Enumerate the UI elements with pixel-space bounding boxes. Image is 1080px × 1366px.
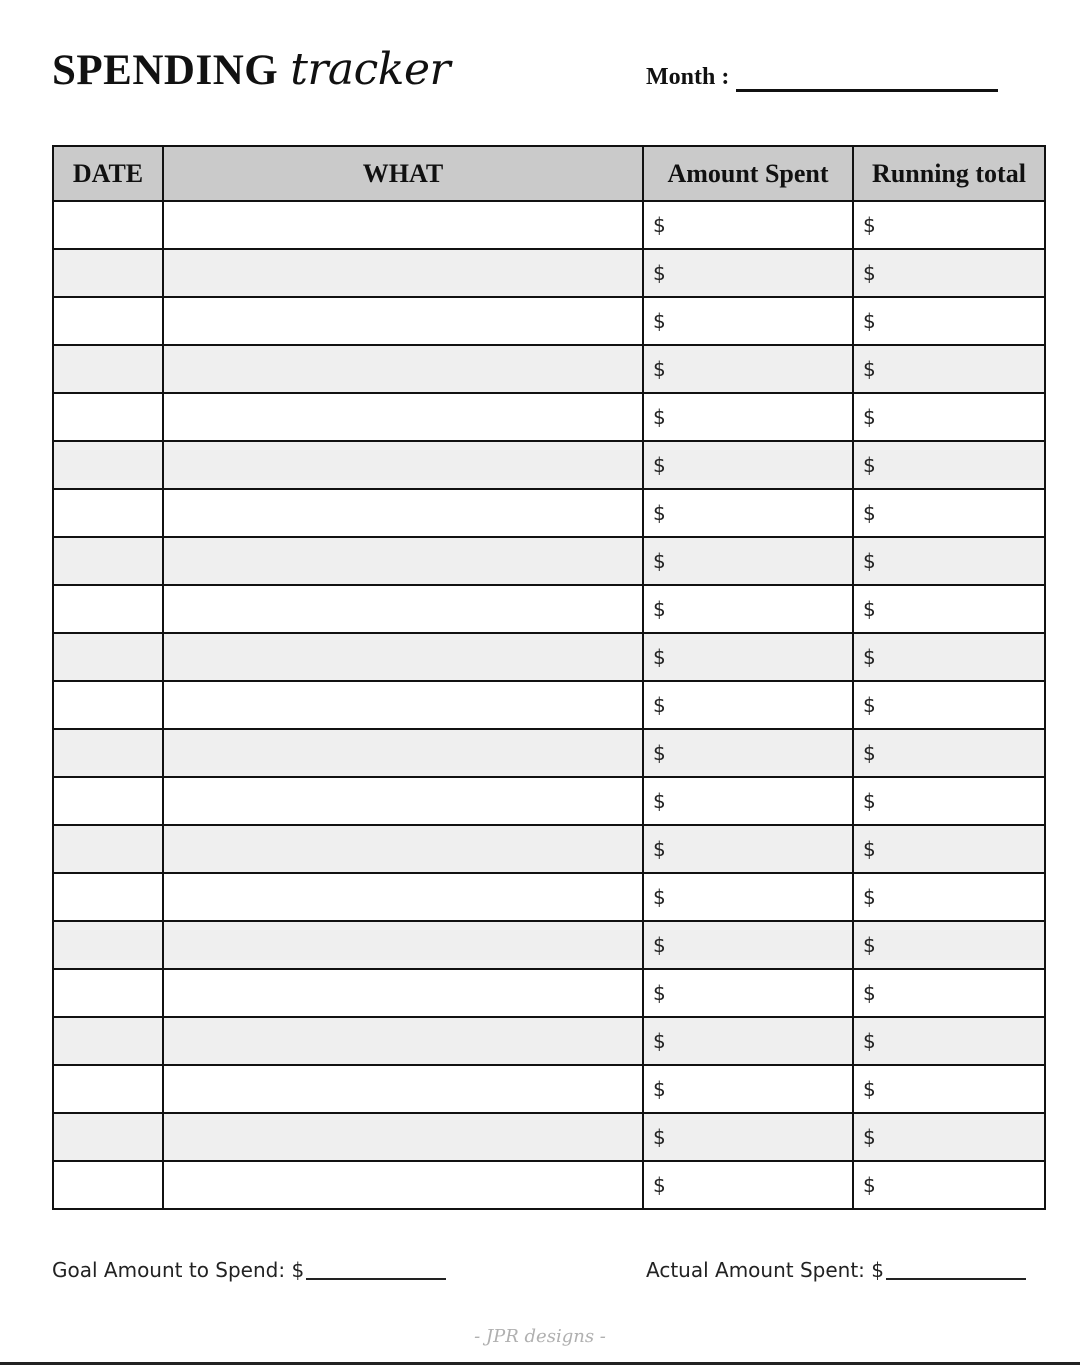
actual-amount-blank[interactable] (886, 1278, 1026, 1280)
amount-spent-cell[interactable] (643, 1113, 853, 1161)
date-cell[interactable] (53, 1161, 163, 1209)
currency-symbol: $ (863, 597, 876, 621)
currency-symbol: $ (863, 309, 876, 333)
page-edge-divider (0, 1362, 1080, 1365)
currency-symbol: $ (653, 1029, 666, 1053)
currency-symbol: $ (653, 501, 666, 525)
running-total-cell[interactable] (853, 729, 1045, 777)
currency-symbol: $ (653, 693, 666, 717)
date-cell[interactable] (53, 1017, 163, 1065)
currency-symbol: $ (653, 885, 666, 909)
what-cell[interactable] (163, 825, 643, 873)
what-cell[interactable] (163, 1161, 643, 1209)
table-row (53, 1113, 1045, 1161)
currency-symbol: $ (653, 933, 666, 957)
what-cell[interactable] (163, 249, 643, 297)
currency-symbol: $ (863, 1125, 876, 1149)
table-row (53, 1017, 1045, 1065)
currency-symbol: $ (863, 261, 876, 285)
what-cell[interactable] (163, 297, 643, 345)
currency-symbol: $ (863, 645, 876, 669)
amount-spent-cell[interactable] (643, 1161, 853, 1209)
date-cell[interactable] (53, 777, 163, 825)
running-total-cell[interactable] (853, 969, 1045, 1017)
date-cell[interactable] (53, 633, 163, 681)
running-total-cell[interactable] (853, 1161, 1045, 1209)
what-cell[interactable] (163, 777, 643, 825)
date-cell[interactable] (53, 201, 163, 249)
table-row (53, 1161, 1045, 1209)
running-total-cell[interactable] (853, 441, 1045, 489)
currency-symbol: $ (863, 501, 876, 525)
date-cell[interactable] (53, 921, 163, 969)
running-total-cell[interactable] (853, 489, 1045, 537)
date-cell[interactable] (53, 681, 163, 729)
column-header-running-total: Running total (853, 146, 1045, 201)
table-row (53, 441, 1045, 489)
date-cell[interactable] (53, 1113, 163, 1161)
amount-spent-cell[interactable] (643, 201, 853, 249)
goal-amount-label: Goal Amount to Spend: $ (52, 1258, 305, 1282)
running-total-cell[interactable] (853, 345, 1045, 393)
currency-symbol: $ (653, 405, 666, 429)
currency-symbol: $ (863, 741, 876, 765)
table-row (53, 969, 1045, 1017)
amount-spent-cell[interactable] (643, 249, 853, 297)
currency-symbol: $ (863, 453, 876, 477)
currency-symbol: $ (653, 741, 666, 765)
actual-amount-label: Actual Amount Spent: $ (646, 1258, 884, 1282)
currency-symbol: $ (863, 789, 876, 813)
amount-spent-cell[interactable] (643, 729, 853, 777)
amount-spent-cell[interactable] (643, 297, 853, 345)
what-cell[interactable] (163, 489, 643, 537)
table-row (53, 249, 1045, 297)
table-row (53, 345, 1045, 393)
running-total-cell[interactable] (853, 1065, 1045, 1113)
title-script: tracker (290, 44, 451, 95)
date-cell[interactable] (53, 393, 163, 441)
currency-symbol: $ (653, 837, 666, 861)
what-cell[interactable] (163, 681, 643, 729)
date-cell[interactable] (53, 441, 163, 489)
amount-spent-cell[interactable] (643, 393, 853, 441)
what-cell[interactable] (163, 585, 643, 633)
month-field[interactable] (736, 89, 998, 92)
currency-symbol: $ (863, 1029, 876, 1053)
table-row (53, 393, 1045, 441)
table-row (53, 825, 1045, 873)
date-cell[interactable] (53, 489, 163, 537)
what-cell[interactable] (163, 537, 643, 585)
what-cell[interactable] (163, 921, 643, 969)
currency-symbol: $ (653, 645, 666, 669)
date-cell[interactable] (53, 1065, 163, 1113)
running-total-cell[interactable] (853, 297, 1045, 345)
what-cell[interactable] (163, 729, 643, 777)
table-row (53, 873, 1045, 921)
currency-symbol: $ (653, 789, 666, 813)
table-row (53, 777, 1045, 825)
date-cell[interactable] (53, 969, 163, 1017)
currency-symbol: $ (653, 453, 666, 477)
table-header-row (53, 146, 1045, 201)
date-cell[interactable] (53, 297, 163, 345)
amount-spent-cell[interactable] (643, 345, 853, 393)
currency-symbol: $ (863, 405, 876, 429)
currency-symbol: $ (653, 309, 666, 333)
what-cell[interactable] (163, 873, 643, 921)
goal-amount-blank[interactable] (306, 1278, 446, 1280)
designer-credit: - JPR designs - (474, 1326, 606, 1347)
running-total-cell[interactable] (853, 681, 1045, 729)
currency-symbol: $ (653, 981, 666, 1005)
currency-symbol: $ (863, 693, 876, 717)
currency-symbol: $ (863, 885, 876, 909)
date-cell[interactable] (53, 537, 163, 585)
table-row (53, 729, 1045, 777)
amount-spent-cell[interactable] (643, 777, 853, 825)
column-header-amount-spent: Amount Spent (643, 146, 853, 201)
currency-symbol: $ (653, 1125, 666, 1149)
amount-spent-cell[interactable] (643, 1065, 853, 1113)
date-cell[interactable] (53, 729, 163, 777)
date-cell[interactable] (53, 825, 163, 873)
currency-symbol: $ (863, 357, 876, 381)
currency-symbol: $ (653, 357, 666, 381)
running-total-cell[interactable] (853, 777, 1045, 825)
table-row (53, 681, 1045, 729)
what-cell[interactable] (163, 633, 643, 681)
table-body (53, 201, 1045, 1209)
title-main: SPENDING (52, 47, 279, 94)
currency-symbol: $ (653, 1173, 666, 1197)
amount-spent-cell[interactable] (643, 441, 853, 489)
amount-spent-cell[interactable] (643, 921, 853, 969)
table-row (53, 921, 1045, 969)
currency-symbol: $ (653, 213, 666, 237)
what-cell[interactable] (163, 345, 643, 393)
actual-amount-field[interactable] (646, 1258, 1026, 1282)
currency-symbol: $ (863, 1077, 876, 1101)
what-cell[interactable] (163, 1113, 643, 1161)
goal-amount-field[interactable] (52, 1258, 446, 1282)
amount-spent-cell[interactable] (643, 873, 853, 921)
what-cell[interactable] (163, 393, 643, 441)
table-row (53, 297, 1045, 345)
currency-symbol: $ (863, 213, 876, 237)
currency-symbol: $ (863, 549, 876, 573)
date-cell[interactable] (53, 249, 163, 297)
running-total-cell[interactable] (853, 825, 1045, 873)
amount-spent-cell[interactable] (643, 825, 853, 873)
table-row (53, 489, 1045, 537)
date-cell[interactable] (53, 345, 163, 393)
running-total-cell[interactable] (853, 1017, 1045, 1065)
amount-spent-cell[interactable] (643, 633, 853, 681)
page-title (52, 44, 450, 95)
running-total-cell[interactable] (853, 249, 1045, 297)
currency-symbol: $ (653, 261, 666, 285)
table-row (53, 1065, 1045, 1113)
running-total-cell[interactable] (853, 201, 1045, 249)
currency-symbol: $ (863, 933, 876, 957)
spending-table (52, 145, 1046, 1210)
table-row (53, 585, 1045, 633)
running-total-cell[interactable] (853, 633, 1045, 681)
amount-spent-cell[interactable] (643, 489, 853, 537)
currency-symbol: $ (653, 597, 666, 621)
what-cell[interactable] (163, 969, 643, 1017)
what-cell[interactable] (163, 1065, 643, 1113)
running-total-cell[interactable] (853, 537, 1045, 585)
running-total-cell[interactable] (853, 873, 1045, 921)
running-total-cell[interactable] (853, 921, 1045, 969)
running-total-cell[interactable] (853, 393, 1045, 441)
what-cell[interactable] (163, 441, 643, 489)
amount-spent-cell[interactable] (643, 681, 853, 729)
table-row (53, 201, 1045, 249)
currency-symbol: $ (863, 837, 876, 861)
amount-spent-cell[interactable] (643, 1017, 853, 1065)
month-label: Month : (646, 64, 730, 90)
amount-spent-cell[interactable] (643, 969, 853, 1017)
table-row (53, 633, 1045, 681)
currency-symbol: $ (863, 1173, 876, 1197)
currency-symbol: $ (653, 549, 666, 573)
running-total-cell[interactable] (853, 585, 1045, 633)
column-header-what: WHAT (163, 146, 643, 201)
running-total-cell[interactable] (853, 1113, 1045, 1161)
what-cell[interactable] (163, 201, 643, 249)
amount-spent-cell[interactable] (643, 585, 853, 633)
column-header-date: DATE (53, 146, 163, 201)
what-cell[interactable] (163, 1017, 643, 1065)
currency-symbol: $ (653, 1077, 666, 1101)
currency-symbol: $ (863, 981, 876, 1005)
date-cell[interactable] (53, 585, 163, 633)
table-row (53, 537, 1045, 585)
amount-spent-cell[interactable] (643, 537, 853, 585)
date-cell[interactable] (53, 873, 163, 921)
